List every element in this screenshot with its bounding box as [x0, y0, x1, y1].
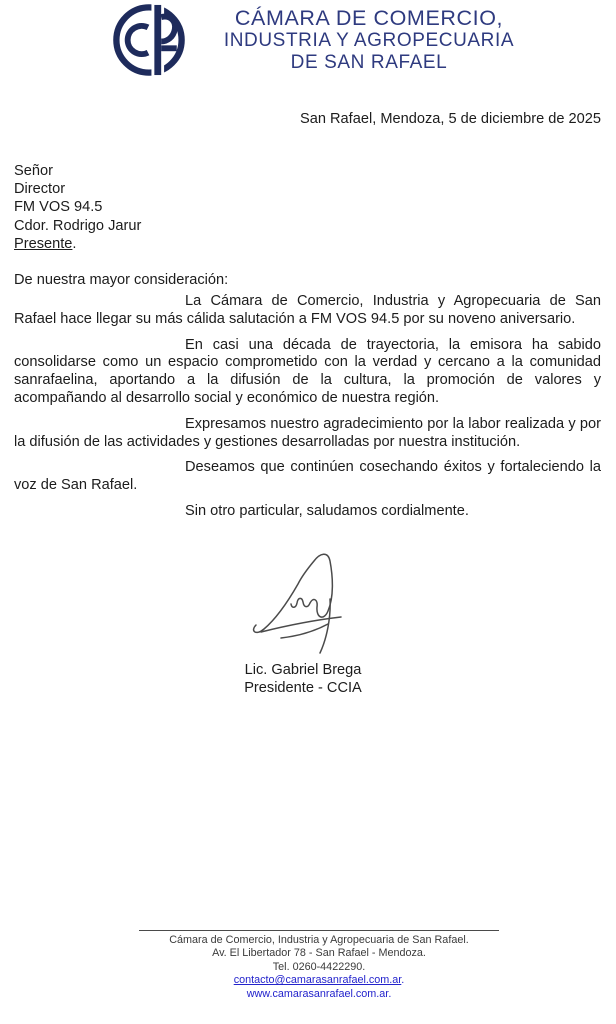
footer-email-line [139, 974, 499, 987]
signatory-block [193, 661, 413, 697]
recipient-salutation: Señor [14, 163, 53, 179]
presente-period: . [72, 235, 77, 252]
letter-paragraph-3: Expresamos nuestro agradecimiento por la labor realizada y por la difusión de las actividades y gestiones desarrolladas por nuestra institución. [14, 415, 601, 450]
letterhead [112, 3, 616, 77]
email-period: . [401, 974, 405, 987]
presente-word: Presente [14, 235, 73, 252]
recipient-title: Director [14, 181, 66, 198]
letter-paragraph-2: En casi una década de trayectoria, la emisora ha sabido consolidarse como un espacio comprometido con la verdad y cercano a la comunidad sanrafaelina, aportando a la difusión de la cultura, la promoción de valores y acompañando al desarrollo social y económico de nuestra región. [14, 336, 601, 406]
greeting-line: De nuestra mayor consideración: [14, 272, 229, 289]
recipient-block [14, 162, 601, 253]
signatory-role: Presidente - CCIA [244, 679, 362, 696]
org-title-line2: INDUSTRIA Y AGROPECUARIA [223, 30, 515, 51]
ccia-logo-icon [112, 3, 186, 77]
recipient-organization: FM VOS 94.5 [14, 199, 103, 216]
website-link[interactable]: www.camarasanrafael.com.ar [246, 987, 389, 1000]
date-line: San Rafael, Mendoza, 5 de diciembre de 2025 [300, 111, 601, 127]
org-title [199, 3, 539, 74]
recipient-presente-line [14, 235, 601, 253]
org-title-line3: DE SAN RAFAEL [290, 52, 448, 73]
letter-closing-line: Sin otro particular, saludamos cordialmente. [185, 502, 469, 519]
page-footer [139, 930, 499, 1001]
letter-body [14, 293, 601, 521]
footer-phone-line: Tel. 0260-4422290. [272, 960, 366, 973]
footer-org-line: Cámara de Comercio, Industria y Agropecuaria de San Rafael. [169, 934, 469, 946]
handwritten-signature-image [243, 541, 347, 657]
footer-address-line: Av. El Libertador 78 - San Rafael - Mendoza. [212, 947, 426, 960]
website-period: . [388, 987, 392, 1000]
footer-website-line [139, 988, 499, 1001]
recipient-name: Cdor. Rodrigo Jarur [14, 217, 142, 234]
signatory-name: Lic. Gabriel Brega [244, 661, 362, 678]
letter-paragraph-1: La Cámara de Comercio, Industria y Agropecuaria de San Rafael hace llegar su más cálida salutación a FM VOS 94.5 por su noveno aniversario. [14, 293, 601, 327]
email-link[interactable]: contacto@camarasanrafael.com.ar [233, 974, 402, 987]
letter-paragraph-4: Deseamos que continúen cosechando éxitos y fortaleciendo la voz de San Rafael. [14, 459, 601, 494]
org-title-line1: CÁMARA DE COMERCIO, [234, 6, 504, 30]
